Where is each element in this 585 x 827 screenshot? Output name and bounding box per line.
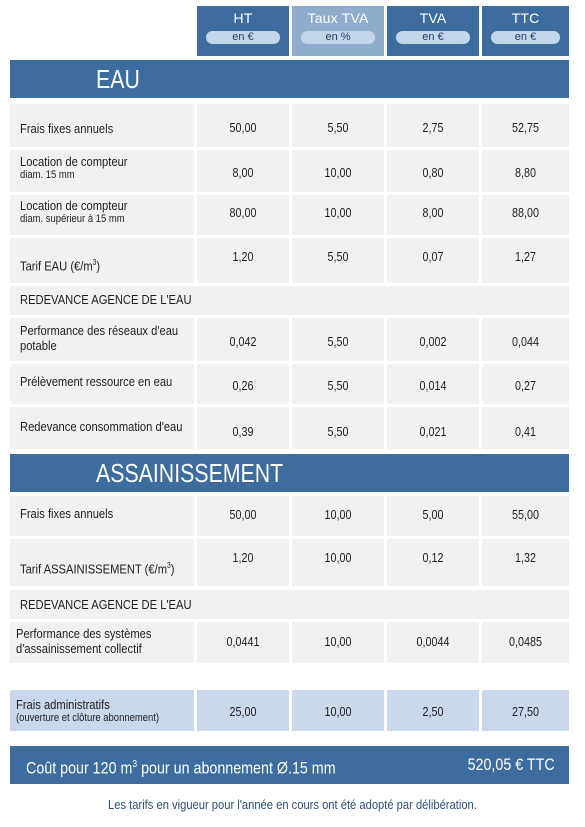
cell-taux: 10,00 [324,166,352,180]
cell-taux: 5,50 [327,121,349,135]
cell-ht: 80,00 [229,206,257,220]
row-label-cell [10,104,194,147]
redevance-header-eau [10,286,569,315]
cell-tva: 5,00 [422,508,444,522]
cell-tva: 8,00 [422,206,444,220]
row-sublabel: (ouverture et clôture abonnement) [16,712,160,724]
row-label: Location de compteur [20,154,128,169]
row-label: Location de compteur [20,198,128,213]
footer-note: Les tarifs en vigueur pour l'année en cours ont été adopté par délibération. [108,797,477,812]
cell-tva: 0,002 [419,335,447,349]
total-cost-label: Coût pour 120 $m^3$ pour un abonnement Ø.15 mm [26,758,336,778]
cell-taux: 5,50 [327,335,349,349]
row-label: Tarif EAU $(€/m^3)$ [20,258,101,274]
section-eau-title: EAU [96,64,140,94]
row-label: Frais administratifs [16,697,110,712]
row-label: Redevance consommation d'eau [20,419,183,434]
cell-taux: 10,00 [324,551,352,565]
cell-taux: 5,50 [327,250,349,264]
redevance-header-assainissement [10,590,569,619]
table-row [10,364,569,404]
header-taux-unit: en % [301,31,375,44]
row-label: Tarif ASSAINISSEMENT $(€/m^3)$ [20,561,175,577]
table-row [10,150,569,192]
cell-tva: 0,80 [422,166,444,180]
cell-taux: 10,00 [324,206,352,220]
table-row-frais-admin [10,690,569,731]
header-col-ht [197,6,289,56]
cell-ttc: 0,044 [512,335,539,349]
cell-tva: 0,021 [419,425,447,439]
redevance-title: REDEVANCE AGENCE DE L'EAU [20,597,192,612]
header-taux-title: Taux TVA [307,10,369,26]
header-tva-title: TVA [419,10,447,26]
redevance-title: REDEVANCE AGENCE DE L'EAU [20,292,192,307]
header-ttc-unit: en € [491,31,561,44]
header-col-ttc [482,6,569,56]
row-sublabel: diam. supérieur à 15 mm [20,213,125,225]
row-label: Frais fixes annuels [20,506,114,521]
row-label-line2: d'assainissement collectif [16,641,142,656]
section-assainissement-title: ASSAINISSEMENT [96,458,284,488]
cell-ht: 0,0441 [226,635,260,649]
row-label: Performance des réseaux d'eau [20,323,179,338]
cell-tva: 0,12 [422,551,444,565]
row-label: Frais fixes annuels [20,121,114,136]
cell-ttc: 55,00 [512,508,539,522]
cell-ht: 8,00 [232,166,254,180]
header-ht-unit: en € [206,31,280,44]
table-row [10,238,569,283]
header-tva-unit: en € [396,31,470,44]
cell-ttc: 8,80 [515,166,536,180]
section-assainissement [10,454,569,492]
cell-ht: 1,20 [232,551,254,565]
row-label-line2: potable [20,338,57,353]
table-row [10,195,569,235]
cell-ttc: 52,75 [512,121,539,135]
cell-tva: 2,50 [422,705,444,719]
cell-ttc: 0,41 [515,425,536,439]
total-cost-bar [10,746,569,784]
cell-taux: 10,00 [324,705,352,719]
section-eau [10,60,569,98]
cell-ht: 50,00 [229,121,257,135]
cell-ht: 1,20 [232,250,254,264]
cell-ttc: 0,27 [515,379,536,393]
header-ttc-title: TTC [511,10,540,26]
cell-ttc: 27,50 [512,705,539,719]
table-row [10,539,569,586]
cell-ttc: 88,00 [512,206,539,220]
cell-tva: 2,75 [422,121,444,135]
cell-taux: 5,50 [327,425,349,439]
row-sublabel: diam. 15 mm [20,169,75,181]
cell-tva: 0,014 [419,379,447,393]
table-row [10,104,569,147]
cell-ht: 0,39 [232,425,254,439]
header-ht-title: HT [233,10,253,26]
cell-ht: 0,042 [229,335,257,349]
table-row [10,318,569,361]
table-row [10,496,569,536]
table-row [10,407,569,449]
cell-ttc: 0,0485 [509,635,542,649]
cell-ht: 0,26 [232,379,254,393]
cell-ttc: 1,27 [515,250,536,264]
header-col-tva [387,6,479,56]
cell-ht: 50,00 [229,508,257,522]
cell-taux: 5,50 [327,379,349,393]
table-row [10,622,569,663]
total-cost-amount: 520,05 € TTC [467,755,555,774]
header-col-taux-tva [292,6,384,56]
row-label: Performance des systèmes [16,626,152,641]
row-label: Prélèvement ressource en eau [20,374,173,389]
cell-taux: 10,00 [324,635,352,649]
cell-tva: 0,07 [422,250,444,264]
cell-ht: 25,00 [229,705,257,719]
cell-tva: 0,0044 [416,635,450,649]
cell-taux: 10,00 [324,508,352,522]
cell-ttc: 1,32 [515,551,536,565]
